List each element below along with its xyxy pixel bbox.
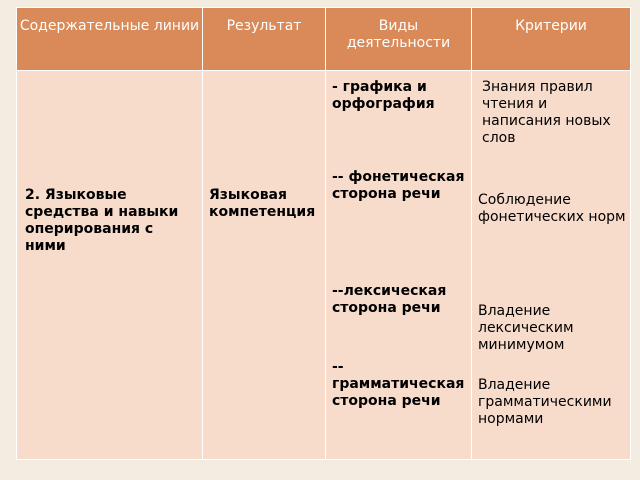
- header-criteria: Критерии: [472, 8, 631, 71]
- header-row: [17, 8, 631, 71]
- cell-criteria: [472, 71, 631, 460]
- criterion-item: Соблюдение фонетических норм: [478, 192, 626, 225]
- content-line-text: 2. Языковые средства и навыки оперирования с ними: [25, 187, 179, 254]
- content-table: [16, 7, 631, 460]
- criterion-item: Владение лексическим минимумом: [478, 303, 574, 353]
- table-row: [17, 71, 631, 460]
- result-text: Языковая компетенция: [209, 187, 316, 220]
- activity-item: - графика и орфография: [332, 79, 435, 112]
- cell-result: [203, 71, 326, 460]
- criterion-item: Знания правил чтения и написания новых слов: [482, 79, 611, 146]
- header-result: Результат: [203, 8, 326, 71]
- cell-content-line: [17, 71, 203, 460]
- criterion-item: Владение грамматическими нормами: [478, 377, 612, 427]
- activity-item: --лексическая сторона речи: [332, 283, 447, 316]
- header-activities: Виды деятельности: [326, 8, 472, 71]
- activity-item: -- фонетическая сторона речи: [332, 169, 465, 202]
- activity-item: -- грамматическая сторона речи: [332, 359, 465, 409]
- header-content-lines: Содержательные линии: [17, 8, 203, 71]
- cell-activities: [326, 71, 472, 460]
